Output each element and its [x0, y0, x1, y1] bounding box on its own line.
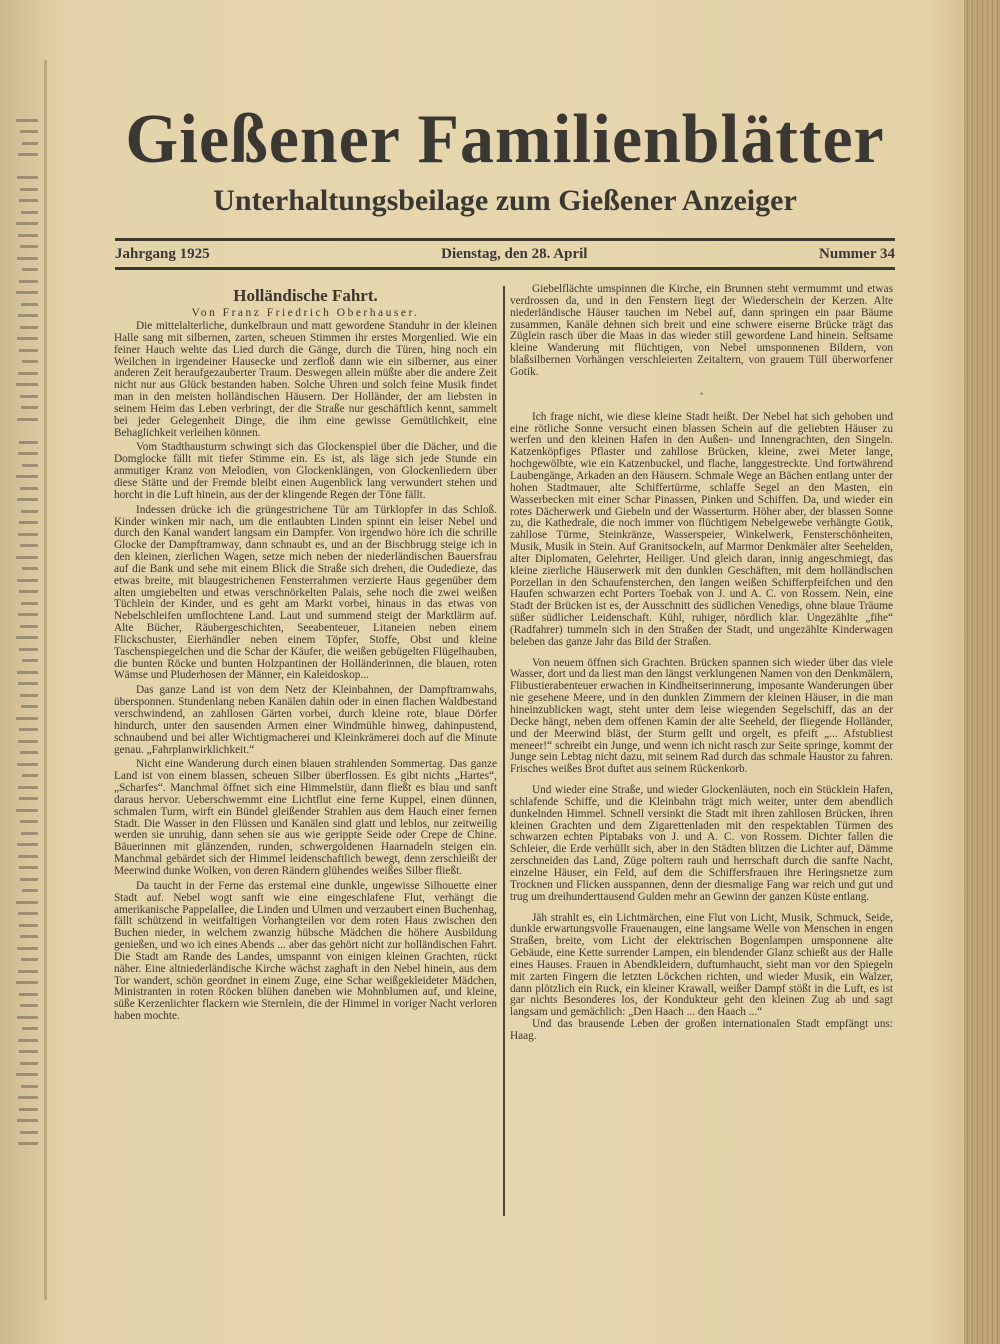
paragraph: Nicht eine Wanderung durch einen blauen strahlenden Sommertag. Das ganze Land ist von einem blassen, scheuen Silber überflossen. Es gibt nichts „Hartes“, „Scharfes“. Manchmal öffnet sich eine Himmelstür, dann fließt es blau und sanft daraus hervor. Ueberschwemmt eine Lichtflut eine ferne Kuppel, einen dünnen, schmalen Turm, wirft ein Bündel gleißender Strahlen aus dem Hauch einer fernen Stadt. Die Wasser in den Flüssen und Kanälen sind glatt und leblos, nur zeitweilig werden sie unruhig, dann sehen sie aus wie gerippte Seide oder Crepe de Chine. Bäuerinnen mit glänzenden, runden, schwergoldenen Haarnadeln steigen ein. Manchmal gebärdet sich der Himmel leidenschaftlich bewegt, denn zerschleißt der Meerwind dunke Wolken, von deren Rändern glühendes weißes Silber fließt.: [114, 758, 497, 877]
masthead-rule-top: [115, 238, 895, 241]
paragraph: Da taucht in der Ferne das erstemal eine dunkle, ungewisse Silhouette einer Stadt auf. Nebel wogt sanft wie eine eingeschlafene Flut, verhängt die amerikanische Pappelallee, die Linden und Ulmen und verzaubert einen Buchenhag, fällt schützend in weitfaltigen Vorhangteilen vor dem roten Haus zwischen den Buchen nieder, in welchem zwanzig hübsche Mädchen die höhere Ausbildung genießen, und wo ich eines Abends ... aber das gehört nicht zur holländischen Fahrt. Die Stadt am Rande des Landes, umspannt von einigen kleinen Grachten, rückt näher. Eine altniederländische Kirche wächst zaghaft in den Nebel hinein, aus dem Tor wandert, schön geordnet in einem Zuge, eine Schar weißgekleideter Mädchen, Ministranten in roten Röcken blühen daneben wie Mohnblumen auf, und kleine, süße Kerzenlichter flackern wie Sternlein, die der Himmel in voriger Nacht verloren haben mochte.: [114, 879, 497, 1023]
paragraph: Giebelflächte umspinnen die Kirche, ein Brunnen steht vermummt und etwas verdrossen da, und in den Fenstern liegt der Wiederschein der Kerzen. Alte niederländische Häuser tauchen im Nebel auf, dann springen ein paar Bäume zusammen, Kanäle dehnen sich breit und eine schwere eiserne Brücke trägt das Züglein rasch über die Maas in das wieder still gewordene Land hinein. Seltsame kleine Wanderung mit flüchtigen, von Nebel umsponnenen Bildern, von blaßsilbernen Vorhängen verschleierten Zeitaltern, von grauem Tüll überworfener Gotik.: [510, 283, 893, 378]
dateline: [115, 245, 895, 263]
masthead-rule-bottom: [115, 267, 895, 270]
paragraph: Und wieder eine Straße, und wieder Glockenläuten, noch ein Stücklein Hafen, schlafende Schiffe, und die Kleinbahn trägt mich weiter, unter dem abendlich dunkelnden Himmel. Schnell versinkt die Stadt mit ihren zahllosen Brücken, ihren kleinen Grachten und dem Zigarettenladen mit den respektablen Türmen des schwarzen echten Piptabaks von J. und A. C. von Rossem. Dichter fallen die Schleier, die Erde verhüllt sich, aber in den Städten blitzen die Lichter auf, Dämme zerschneiden das Land, Züge poltern rauh und herrschaft durch die sanfte Nacht, einzelne Häuser, ein Feld, auf dem die Schiffersfrauen ihre Heringsnetze zum Trocknen und Flicken ausspannen, denn der diesmalige Fang war reich und gut und trug um dreihunderttausend Gulden mehr an Gewinn der ganzen Küste entlang.: [510, 784, 893, 903]
masthead: [110, 100, 900, 218]
paragraph: Indessen drücke ich die grüngestrichene Tür am Türklopfer in das Schloß. Kinder winken mir nach, um die entlaubten Linden spinnt ein leiser Nebel und durch den Kanal wandert langsam ein Dampfer. Von irgendwo höre ich die schrille Glocke der Dampftramway, dann schnaubt es, und an der Bischbrugg steige ich in den kleinen, zierlichen Wagen, setze mich neben der niederländischen Bauersfrau auf die Bank und sehe mit einem Blick die Straße sich drehen, die Oudedieze, das etwas breite, mit blaugestrichenen Fensterrahmen verzierte Haus gegenüber dem alten umgiebelten und etwas verschnörkelten Palais, sehe noch die zwei weißen Tüchlein der Kinder, und es geht am Markt vorbei, hinaus in das etwas von Nebelschleifen umflochtene Land. Laut und summend steigt der Marktlärm auf. Alte Bücher, Räubergeschichten, Seeabenteuer, Litaneien neben einem Flickschuster, Eierhändler neben einem Töpfer, Stoffe, Obst und kleine Taschenspiegelchen und die Schar der Käufer, die weißen gebügelten Flügelhauben, die bunten Röcke und bunten Holzpantinen der Holländerinnen, die blauen, roten Wämse und Pluderhosen der Männer, ein Kaleidoskop...: [114, 503, 497, 682]
paragraph: Von neuem öffnen sich Grachten. Brücken spannen sich wieder über das viele Wasser, dort und da liest man den längst verklungenen Namen von den Denkmälern, Flibustierabenteuer erwachen in Kindheitserinnerung, imposante Wanderungen über nie gesehene Meere, und in den dunklen Zimmern der kleinen Häuser, in die man hineinzublicken wagt, steht unter dem leise wiegenden Segelschiff, das an der Decke hängt, neben dem offenen Kamin der alte Seeheld, der fliegende Holländer, und der Meerwind bläst, der Sturm gellt und orgelt, es pfeift „... Afstubliest meneer!“ schreibt ein Junge, und wenn ich nicht rasch zur Seite springe, kommt der Junge sein Lebtag nicht dazu, mit seinem Rad durch das schmale Haustor zu fahren. Frisches weißes Brot duftet aus seinem Rückenkorb.: [510, 656, 893, 776]
article-column-left: [114, 284, 497, 1023]
issue-number: Nummer 34: [819, 246, 895, 262]
article-byline: Von Franz Friedrich Oberhauser.: [191, 307, 420, 319]
article-headline: Holländische Fahrt.: [233, 286, 378, 305]
volume-year: Jahrgang 1925: [115, 246, 210, 262]
paragraph: Die mittelalterliche, dunkelbraun und matt gewordene Standuhr in der kleinen Halle sang mit silbernen, zarten, scheuen Stimmen ihr erstes Morgenlied. Wie ein feiner Hauch wehte das Lied durch die Gänge, durch die Türen, hing noch ein Weilchen in irgendeiner Hausecke und zerfloß dann wie ein silberner, aus einer anderen Zeit heraufgezauberter Traum. Deswegen allein müßte aber die andere Zeit nicht nur aus Glück bestanden haben. Solche Uhren und solch feine Musik findet man in den meisten holländischen Häusern. Der Holländer, der am liebsten in seinem Heim das Leben verbringt, der die Straße nur geschäftlich kennt, sammelt bei jeder Gelegenheit Dinge, die ihm eine gewisse Gemütlichkeit, eine Behaglichkeit verleihen können.: [114, 320, 497, 439]
paragraph: Vom Stadthausturm schwingt sich das Glockenspiel über die Dächer, und die Domglocke fällt mit tiefer Stimme ein. Es ist, als läge sich jede Stunde ein anmutiger Kranz von Melodien, von Glockenklängen, von Glockenliedern über diese Stätte und der Fremde bleibt einen Augenblick lang verwundert stehen und horcht in die Luft hinein, aus der der klingende Regen der Töne fällt.: [114, 441, 497, 501]
previous-page-text-fragment: [0, 110, 38, 1210]
column-divider: [503, 286, 505, 1216]
paragraph: Das ganze Land ist von dem Netz der Kleinbahnen, der Dampftramwahs, übersponnen. Stundenlang neben Kanälen dahin oder in einen flachen Waldbestand verschwindend, an zahllosen Gärten vorbei, durch kleine rote, blaue Dörfer hindurch, unter den sausenden Armen einer Windmühle hinweg, dahinpustend, schnaubend und bei aller Wichtigmacherei und Kleinkrämerei doch auf die Minute genau. „Fahrplanwirklichkeit.“: [114, 684, 497, 756]
issue-date: Dienstag, den 28. April: [441, 246, 588, 262]
book-page-edges: [964, 0, 1000, 1344]
newspaper-subtitle: Unterhaltungsbeilage zum Gießener Anzeiger: [213, 184, 797, 217]
page-gutter: [44, 60, 47, 1300]
section-ornament: °: [699, 390, 704, 400]
paragraph: Jäh strahlt es, ein Lichtmärchen, eine Flut von Licht, Musik, Schmuck, Seide, dunkle erwartungsvolle Frauenaugen, eine langsame Welle von Menschen in engen Straßen, breite, vom Licht der elektrischen Bogenlampen umsponnene alte Gebäude, eine Kette surrender Lampen, ein blendender Glanz schießt aus der Halle eines Hauses. Frauen in Abendkleidern, duftumhaucht, sieht man vor den Spiegeln mit zarten Fingern die letzten Löckchen richten, und wieder Musik, ein Walzer, dann plötzlich ein Ruck, ein kleiner Krawall, weißer Dampf stößt in die Luft, es ist gar nichts Besonderes los, der Kondukteur geht den kleinen Zug ab und sagt langsam und gemächlich: „Den Haach ... den Haach ...“: [510, 911, 893, 1019]
paragraph: Ich frage nicht, wie diese kleine Stadt heißt. Der Nebel hat sich gehoben und eine rötliche Sonne versucht einen blassen Schein auf die geliebten Häuser zu werfen und den kleinen Hafen in den Außen- und Innengrachten, den Singeln. Katzenköpfiges Pflaster und zahllose Brücken, kleine, zwei Meter lange, hochgewölbte, wie ein Katzenbuckel, und flache, langgestreckte. Und fortwährend Laubengänge, Arkaden an den Häusern. Schmale Wege an Bächen entlang unter der hohen Stadtmauer, alte Schiffertürme, schlaffe Segel an den Masten, ein Wasserbecken mit einer Schar Pinassen, Pinken und Schiffen. Da, und wieder ein rotes Dächerwerk und Giebeln und der Wasserturm. Höher aber, der blassen Sonne zu, die Kathedrale, die noch immer von flüchtigem Nebelgewebe verhängte Gotik, zahllose Türme, Steinkränze, Wasserspeier, Winkelwerk, Fensterschönheiten, Musik, Musik in Stein. Auf Granitsockeln, auf Marmor Denkmäler alter Seehelden, alter Diplomaten, Gelehrter, Heiliger. Und gleich daran, innig angeschmiegt, das kleine zierliche Häuserwerk mit den dunklen Geschäften, mit dem holländischen Porzellan in den Schaufensterchen, den langen weißen Schifferpfeifchen und den Haufen schwarzen echt Porters Toebak von J. und A. C. von Rossem. Nein, eine Stadt der Brücken ist es, der Ausschnitt des südlichen Venedigs, ohne blaue Träume süßer südlicher Leidenschaft. Kühl, ruhiger, nördlich klar. Ungezählte „fihe“ (Radfahrer) tummeln sich in den Straßen der Stadt, und ungezählte Kinderwagen beleben das ganze Jahr das Bild der Straßen.: [510, 410, 893, 648]
article-column-right: [510, 284, 893, 1043]
newspaper-title: Gießener Familienblätter: [125, 101, 885, 178]
closing-paragraph: Und das brausende Leben der großen internationalen Stadt empfängt uns: Haag.: [510, 1018, 893, 1042]
